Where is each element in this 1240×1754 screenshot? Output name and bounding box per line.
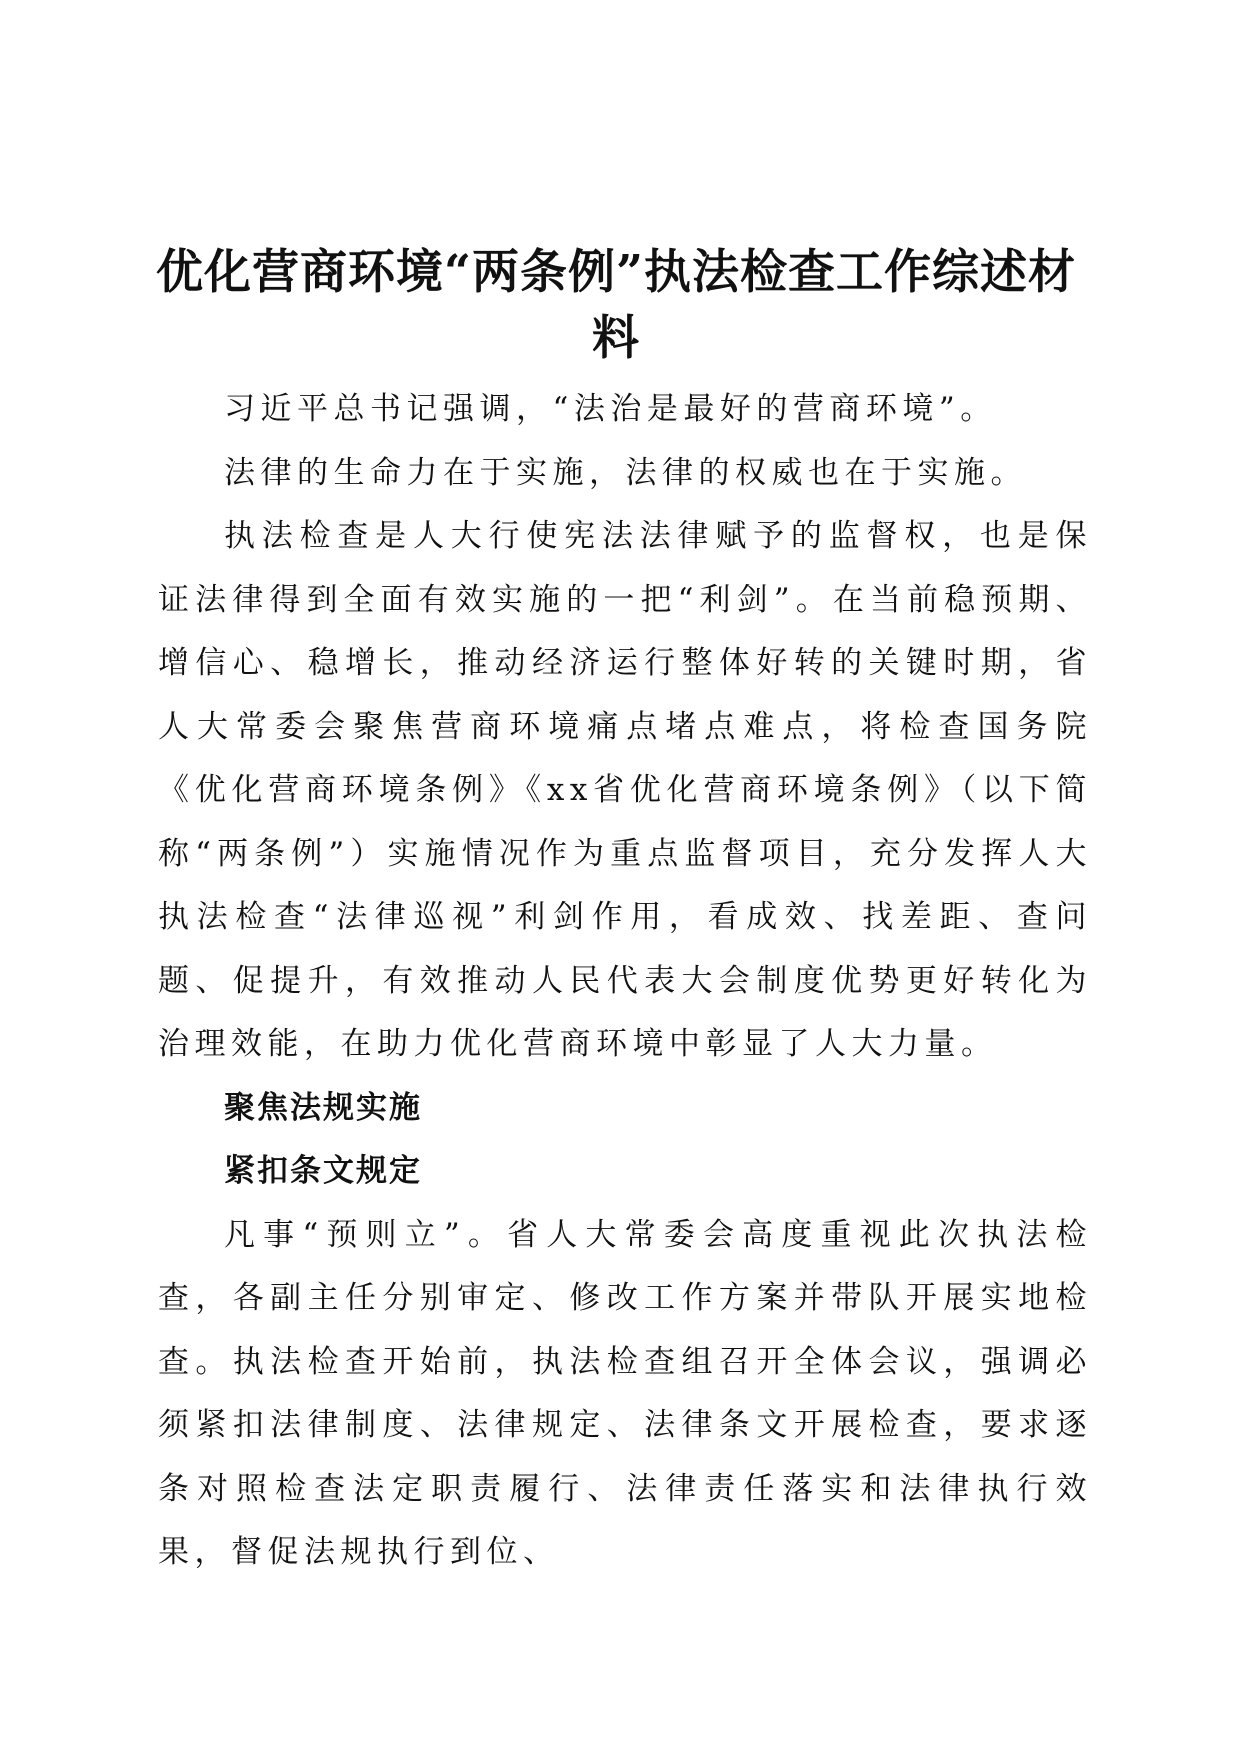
- paragraph-law-vitality: 法律的生命力在于实施，法律的权威也在于实施。: [224, 454, 1027, 491]
- section-heading-provisions: 紧扣条文规定: [224, 1153, 422, 1189]
- document-body: [158, 378, 1092, 1585]
- paragraph-quote: 习近平总书记强调，“法治是最好的营商环境”。: [224, 391, 997, 427]
- paragraph-overview: 执法检查是人大行使宪法法律赋予的监督权，也是保证法律得到全面有效实施的一把“利剑”。在当前稳预期、增信心、稳增长，推动经济运行整体好转的关键时期，省人大常委会聚焦营商环境痛点堵点难点，将检查国务院《优化营商环境条例》《xx省优化营商环境条例》（以下简称“两条例”）实施情况作为重点监督项目，充分发挥人大执法检查“法律巡视”利剑作用，看成效、找差距、查问题、促提升，有效推动人民代表大会制度优势更好转化为治理效能，在助力优化营商环境中彰显了人大力量。: [158, 518, 1092, 1062]
- paragraph-preparation: 凡事“预则立”。省人大常委会高度重视此次执法检查，各副主任分别审定、修改工作方案并带队开展实地检查。执法检查开始前，执法检查组召开全体会议，强调必须紧扣法律制度、法律规定、法律条文开展检查，要求逐条对照检查法定职责履行、法律责任落实和法律执行效果，督促法规执行到位、: [158, 1216, 1092, 1570]
- document-title: 优化营商环境“两条例”执法检查工作综述材料: [155, 245, 1077, 366]
- section-heading-focus: 聚焦法规实施: [224, 1089, 422, 1126]
